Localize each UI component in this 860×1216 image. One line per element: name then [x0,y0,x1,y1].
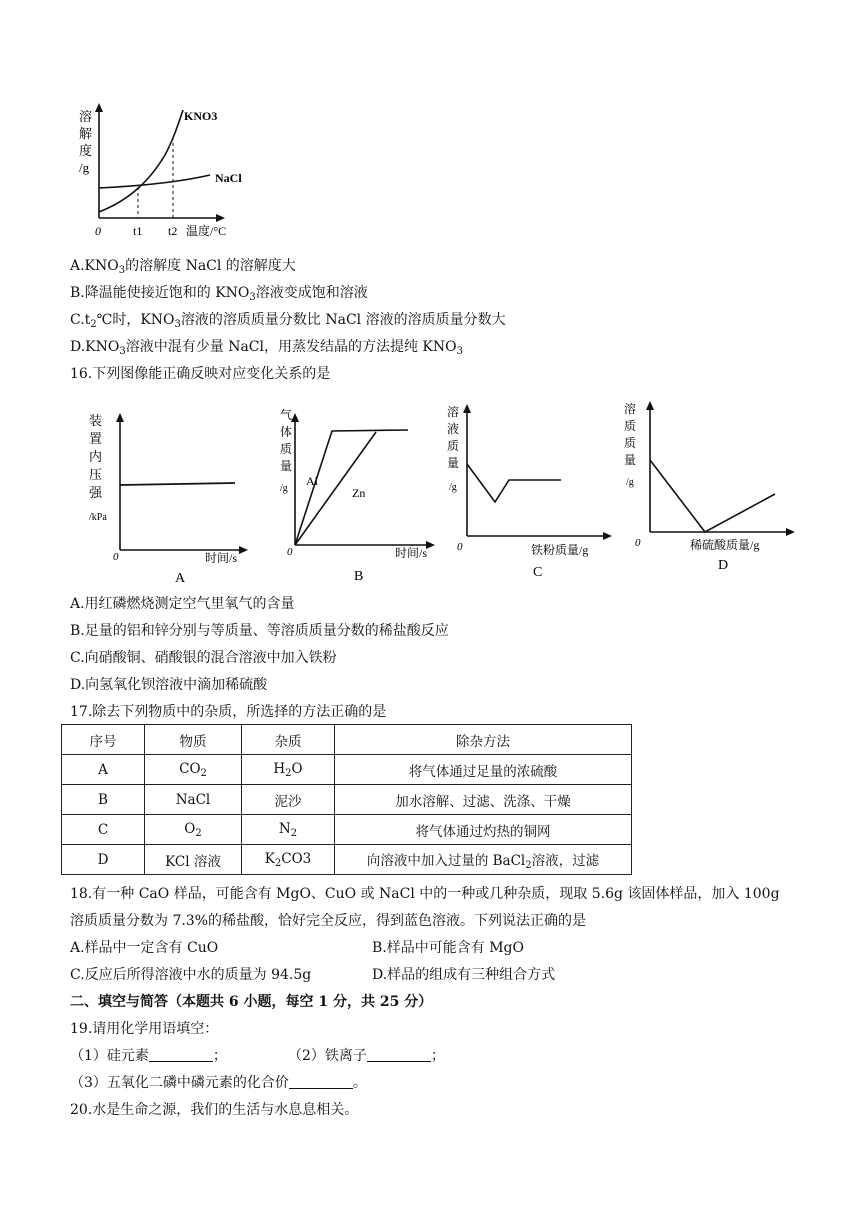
ylabel-2: 体 [280,425,293,439]
table-row: B NaCl 泥沙 加水溶解、过滤、洗涤、干燥 [62,785,632,815]
nacl-curve [99,175,210,188]
ylabel-3: 度 [79,143,93,158]
unit: /kPa [89,512,107,523]
xlabel: 稀硫酸质量/g [690,538,760,552]
header-impurity: 杂质 [242,725,335,755]
q16-option-a: A.用红磷燃烧测定空气里氧气的含量 [70,596,295,612]
q18-option-d: D.样品的组成有三种组合方式 [372,967,556,983]
caption: B [354,569,364,584]
q16-option-d: D.向氢氧化钡溶液中滴加稀硫酸 [70,677,268,693]
ylabel-4: 量 [447,456,460,470]
ylabel-4: 量 [624,453,637,467]
solute-line [650,460,775,532]
origin: 0 [635,537,641,549]
graph-a [85,405,250,585]
ylabel-3: 质 [280,442,293,456]
caption: A [175,571,186,585]
table-row: A $CO_2$ $H_2O$ 将气体通过足量的浓硫酸 [62,755,632,785]
q20-stem: 20.水是生命之源，我们的生活与水息息相关。 [70,1102,359,1118]
q15-option-a: $A.KNO_3$的溶解度 NaCl 的溶解度大 [70,258,296,276]
section-2-heading: 二、填空与简答（本题共 6 小题，每空 1 分，共 25 分） [70,994,433,1010]
origin: 0 [287,546,293,558]
q19-part3: （3）五氧化二磷中磷元素的化合价 。 [70,1075,367,1091]
table-header-row [62,725,632,755]
unit: /g [280,483,288,494]
q19-part2: （2）铁离子 ； [288,1048,445,1064]
header-id: 序号 [62,725,145,755]
ylabel-3: 质 [624,436,637,450]
ylabel-2: 质 [624,419,637,433]
t1-label: t1 [133,224,143,238]
origin-label: 0 [95,224,101,238]
impurity-table [61,724,632,875]
answer-blank[interactable] [289,1074,353,1089]
header-substance: 物质 [145,725,242,755]
pressure-line [120,483,235,485]
ylabel-1: 溶 [624,402,637,416]
q18-option-a: A.样品中一定含有 CuO [70,940,219,956]
ylabel-3: 质 [447,439,460,453]
graph-d [620,395,800,575]
solubility-graph [70,100,270,245]
header-method: 除杂方法 [335,725,632,755]
ylabel-3: 内 [89,449,103,464]
q18-option-b: B.样品中可能含有 MgO [372,940,524,956]
ylabel-4: 压 [89,467,103,482]
unit: /g [626,477,634,488]
ylabel-1: 装 [89,413,103,428]
kno3-label: KNO3 [184,109,218,123]
q15-option-c: $C.t_2℃$时，$KNO_3$溶液的溶质质量分数比 NaCl 溶液的溶质质量分数大 [70,312,506,330]
answer-blank[interactable] [149,1047,213,1062]
q15-option-b: B.降温能使接近饱和的 $KNO_3$溶液变成饱和溶液 [70,285,368,303]
ylabel-5: 强 [89,485,103,500]
ylabel-1: 溶 [447,405,460,419]
table-row: D KCl 溶液 $K_2CO3$ 向溶液中加入过量的 BaCl$_2$溶液，过滤 [62,845,632,875]
xlabel: 铁粉质量/g [531,543,589,557]
graph-c [445,398,615,580]
ylabel-4: /g [79,160,90,175]
q19-part1: （1）硅元素 ； [70,1048,227,1064]
ylabel-1: 溶 [79,109,93,124]
solution-line [467,464,561,502]
ylabel-4: 量 [280,459,293,473]
q17-stem: 17.除去下列物质中的杂质，所选择的方法正确的是 [70,704,387,720]
origin: 0 [457,541,463,553]
ylabel-1: 气 [280,408,293,422]
nacl-label: NaCl [215,171,242,185]
q16-option-c: C.向硝酸铜、硝酸银的混合溶液中加入铁粉 [70,650,337,666]
xlabel: 温度/°C [186,224,227,238]
unit: /g [449,482,457,493]
q16-stem: 16.下列图像能正确反映对应变化关系的是 [70,366,331,382]
caption: C [533,565,543,580]
answer-blank[interactable] [367,1047,431,1062]
al-label: Al [306,474,318,488]
ylabel-2: 置 [89,431,103,446]
q19-stem: 19.请用化学用语填空： [70,1021,219,1037]
q18-line1: 18.有一种 CaO 样品，可能含有 MgO、CuO 或 NaCl 中的一种或几种杂质，现取 5.6g 该固体样品，加入 100g [70,886,780,902]
graph-b [270,405,440,585]
xlabel: 时间/s [395,546,428,560]
q15-option-d: $D.KNO_3$溶液中混有少量 NaCl，用蒸发结晶的方法提纯 $KNO_3$ [70,339,463,357]
ylabel-2: 解 [79,126,93,141]
q16-option-b: B.足量的铝和锌分别与等质量、等溶质质量分数的稀盐酸反应 [70,623,449,639]
t2-label: t2 [168,224,178,238]
zn-label: Zn [352,486,366,500]
kno3-curve [99,110,183,212]
origin: 0 [113,551,119,563]
q18-option-c: C.反应后所得溶液中水的质量为 94.5g [70,967,312,983]
table-row: C $O_2$ $N_2$ 将气体通过灼热的铜网 [62,815,632,845]
ylabel-2: 液 [447,422,460,436]
q18-line2: 溶质质量分数为 7.3%的稀盐酸，恰好完全反应，得到蓝色溶液。下列说法正确的是 [70,913,587,929]
xlabel: 时间/s [205,551,238,565]
caption: D [718,558,729,573]
